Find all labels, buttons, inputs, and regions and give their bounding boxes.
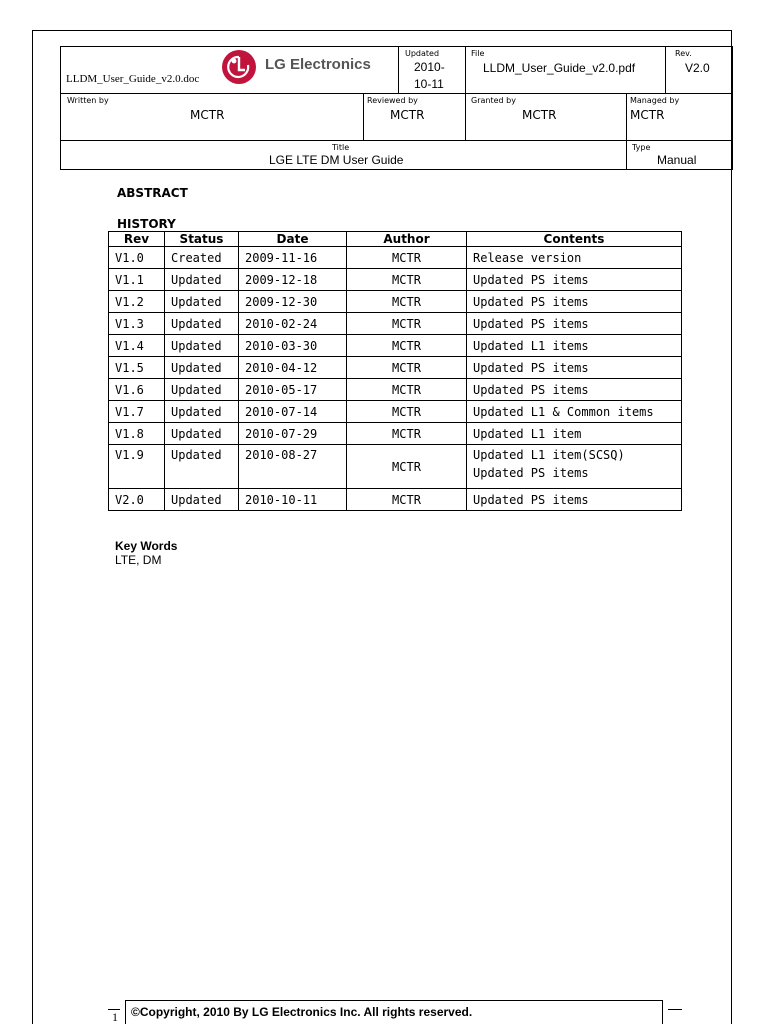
col-header-contents: Contents: [467, 232, 682, 247]
footer-copyright: ©Copyright, 2010 By LG Electronics Inc. All rights reserved.: [131, 1005, 473, 1019]
col-header-rev: Rev: [109, 232, 165, 247]
rev-cell: V1.0: [109, 247, 165, 269]
rev-cell: V1.4: [109, 335, 165, 357]
written-by-label: Written by: [67, 96, 109, 105]
updated-label: Updated: [405, 49, 440, 58]
col-header-status: Status: [165, 232, 239, 247]
keywords-heading: Key Words: [115, 539, 178, 553]
author-cell: MCTR: [347, 423, 467, 445]
rev-cell: V1.8: [109, 423, 165, 445]
author-cell: MCTR: [347, 357, 467, 379]
author-cell: MCTR: [347, 291, 467, 313]
date-cell: 2010-10-11: [239, 489, 347, 511]
date-cell: 2010-07-14: [239, 401, 347, 423]
history-row: [109, 379, 682, 401]
status-cell: Updated: [165, 313, 239, 335]
status-cell: Updated: [165, 269, 239, 291]
contents-cell: Updated PS items: [467, 291, 682, 313]
contents-cell: Updated PS items: [467, 313, 682, 335]
contents-cell: Updated PS items: [467, 269, 682, 291]
history-row: [109, 269, 682, 291]
type-value: Manual: [657, 153, 697, 167]
keywords-value: LTE, DM: [115, 553, 162, 567]
history-row: [109, 445, 682, 489]
author-cell: MCTR: [347, 489, 467, 511]
logo-text: LG Electronics: [265, 56, 371, 73]
rev-cell: V1.3: [109, 313, 165, 335]
history-row: [109, 489, 682, 511]
updated-value-line1: 2010-: [414, 60, 445, 74]
contents-cell: Updated L1 items: [467, 335, 682, 357]
date-cell: 2010-07-29: [239, 423, 347, 445]
author-cell: MCTR: [347, 401, 467, 423]
header-row-divider: [60, 140, 733, 141]
doc-filename: LLDM_User_Guide_v2.0.doc: [66, 73, 200, 85]
lg-logo-icon: [222, 50, 256, 84]
author-cell: MCTR: [347, 445, 467, 489]
title-label: Title: [332, 143, 350, 152]
status-cell: Created: [165, 247, 239, 269]
history-row: [109, 291, 682, 313]
footer-page-marker: 1: [112, 1010, 118, 1024]
managed-by-label: Managed by: [630, 96, 680, 105]
contents-line: Updated L1 item(SCSQ): [473, 448, 625, 462]
rev-cell: V2.0: [109, 489, 165, 511]
status-cell: Updated: [165, 291, 239, 313]
date-cell: 2010-02-24: [239, 313, 347, 335]
date-cell: 2009-11-16: [239, 247, 347, 269]
header-row-divider: [60, 93, 733, 94]
footer-right-marker-line: [668, 1009, 682, 1010]
rev-cell: V1.6: [109, 379, 165, 401]
rev-cell: V1.9: [109, 445, 165, 489]
contents-cell: Release version: [467, 247, 682, 269]
contents-line: Updated PS items: [473, 466, 589, 480]
status-cell: Updated: [165, 401, 239, 423]
history-row: [109, 401, 682, 423]
contents-cell: Updated PS items: [467, 357, 682, 379]
history-table-body: [109, 247, 682, 511]
status-cell: Updated: [165, 335, 239, 357]
rev-cell: V1.5: [109, 357, 165, 379]
author-cell: MCTR: [347, 335, 467, 357]
date-cell: 2009-12-18: [239, 269, 347, 291]
rev-cell: V1.2: [109, 291, 165, 313]
col-header-author: Author: [347, 232, 467, 247]
date-cell: 2010-04-12: [239, 357, 347, 379]
author-cell: MCTR: [347, 313, 467, 335]
contents-cell: [467, 445, 682, 489]
history-row: [109, 357, 682, 379]
history-table: [108, 231, 682, 511]
author-cell: MCTR: [347, 247, 467, 269]
type-label: Type: [632, 143, 651, 152]
rev-value: V2.0: [685, 61, 710, 75]
header-col-divider: [398, 46, 399, 93]
granted-by-label: Granted by: [471, 96, 516, 105]
contents-cell: Updated PS items: [467, 379, 682, 401]
contents-cell: Updated PS items: [467, 489, 682, 511]
reviewed-by-label: Reviewed by: [367, 96, 418, 105]
granted-by-value: MCTR: [522, 108, 557, 122]
file-label: File: [471, 49, 485, 58]
col-header-date: Date: [239, 232, 347, 247]
date-cell: 2010-03-30: [239, 335, 347, 357]
history-row: [109, 335, 682, 357]
date-cell: 2010-08-27: [239, 445, 347, 489]
rev-cell: V1.1: [109, 269, 165, 291]
written-by-value: MCTR: [190, 108, 225, 122]
contents-cell: Updated L1 item: [467, 423, 682, 445]
status-cell: Updated: [165, 357, 239, 379]
lg-logo-face-icon: [222, 50, 256, 84]
status-cell: Updated: [165, 423, 239, 445]
abstract-heading: ABSTRACT: [117, 186, 188, 200]
status-cell: Updated: [165, 445, 239, 489]
history-row: [109, 247, 682, 269]
header-col-divider: [665, 46, 666, 93]
status-cell: Updated: [165, 379, 239, 401]
file-value: LLDM_User_Guide_v2.0.pdf: [483, 61, 636, 75]
header-col-divider: [626, 93, 627, 170]
history-row: [109, 423, 682, 445]
reviewed-by-value: MCTR: [390, 108, 425, 122]
rev-cell: V1.7: [109, 401, 165, 423]
history-row: [109, 313, 682, 335]
date-cell: 2009-12-30: [239, 291, 347, 313]
contents-cell: Updated L1 & Common items: [467, 401, 682, 423]
status-cell: Updated: [165, 489, 239, 511]
author-cell: MCTR: [347, 379, 467, 401]
updated-value-line2: 10-11: [414, 77, 444, 91]
title-value: LGE LTE DM User Guide: [269, 153, 404, 167]
author-cell: MCTR: [347, 269, 467, 291]
rev-label: Rev.: [675, 49, 692, 58]
date-cell: 2010-05-17: [239, 379, 347, 401]
managed-by-value: MCTR: [630, 108, 665, 122]
page-frame: [32, 30, 732, 1024]
header-col-divider: [465, 46, 466, 140]
header-col-divider: [363, 93, 364, 140]
history-heading: HISTORY: [117, 217, 176, 231]
history-header-row: [109, 232, 682, 247]
